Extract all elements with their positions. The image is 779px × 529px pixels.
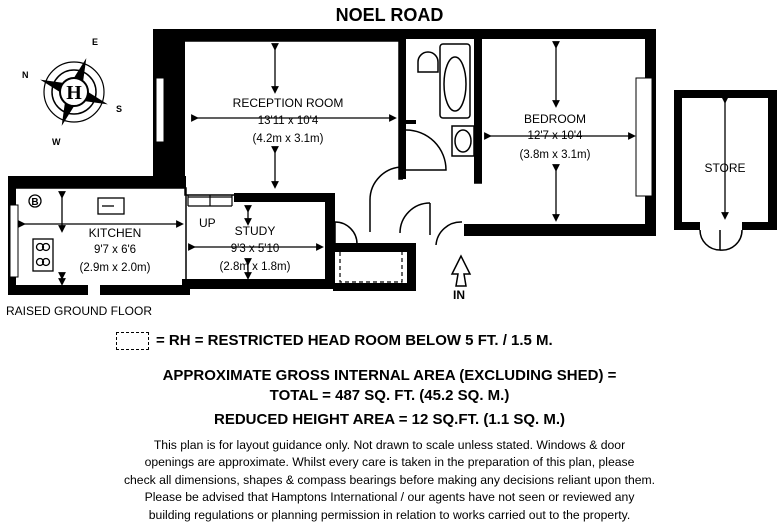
restricted-area — [340, 250, 402, 282]
room-study-imperial: 9'3 x 5'10 — [230, 243, 280, 255]
room-kitchen-metric: (2.9m x 2.0m) — [79, 262, 151, 274]
room-kitchen-imperial: 9'7 x 6'6 — [93, 244, 137, 256]
room-store-name: STORE — [704, 161, 746, 175]
area-total: TOTAL = 487 SQ. FT. (45.2 SQ. M.) — [269, 387, 510, 404]
room-reception-imperial: 13'11 x 10'4 — [257, 115, 319, 127]
boiler-label: B — [31, 197, 39, 208]
compass-east: E — [92, 37, 99, 47]
room-bedroom-name: BEDROOM — [523, 112, 586, 126]
disclaimer-line: building regulations or planning permission in relation to works carried out to the property. — [148, 507, 631, 522]
floor-label: RAISED GROUND FLOOR — [6, 304, 153, 318]
disclaimer — [0, 437, 779, 524]
compass-icon — [38, 56, 110, 128]
room-reception-metric: (4.2m x 3.1m) — [252, 133, 324, 145]
entrance-arrow-icon — [452, 256, 470, 286]
disclaimer-line: This plan is for layout guidance only. Not drawn to scale unless stated. Windows & door — [153, 438, 626, 452]
room-bedroom-imperial: 12'7 x 10'4 — [527, 130, 583, 142]
disclaimer-line: Please be advised that Hamptons International / our agents have not seen or reviewed any — [144, 490, 635, 505]
door-swing — [406, 130, 446, 170]
compass-south: S — [116, 104, 123, 114]
bathtub-icon — [440, 44, 470, 118]
room-study-name: STUDY — [234, 224, 276, 238]
stairs-label: UP — [199, 216, 216, 230]
legend-text: = RH = RESTRICTED HEAD ROOM BELOW 5 FT. / 1.5 M. — [156, 332, 553, 349]
room-reception-name: RECEPTION ROOM — [232, 96, 344, 110]
disclaimer-line: openings are approximate. Whilst every care is taken in the preparation of this plan, please — [144, 455, 635, 470]
room-study-metric: (2.8m x 1.8m) — [219, 261, 291, 273]
svg-text:H: H — [66, 82, 82, 104]
compass-north: N — [22, 70, 29, 80]
area-reduced: REDUCED HEIGHT AREA = 12 SQ.FT. (1.1 SQ. M.) — [213, 411, 566, 428]
room-bedroom-metric: (3.8m x 3.1m) — [519, 149, 591, 161]
legend-swatch — [116, 332, 149, 350]
entrance-label: IN — [453, 288, 465, 302]
disclaimer-line: check all dimensions, shapes & compass bearings before making any decisions reliant upon them. — [123, 472, 656, 487]
street-name: NOEL ROAD — [335, 5, 444, 25]
room-kitchen-name: KITCHEN — [88, 226, 142, 240]
compass-west: W — [52, 137, 61, 147]
stairs — [188, 195, 232, 206]
area-heading: APPROXIMATE GROSS INTERNAL AREA (EXCLUDING SHED) = — [162, 367, 617, 384]
